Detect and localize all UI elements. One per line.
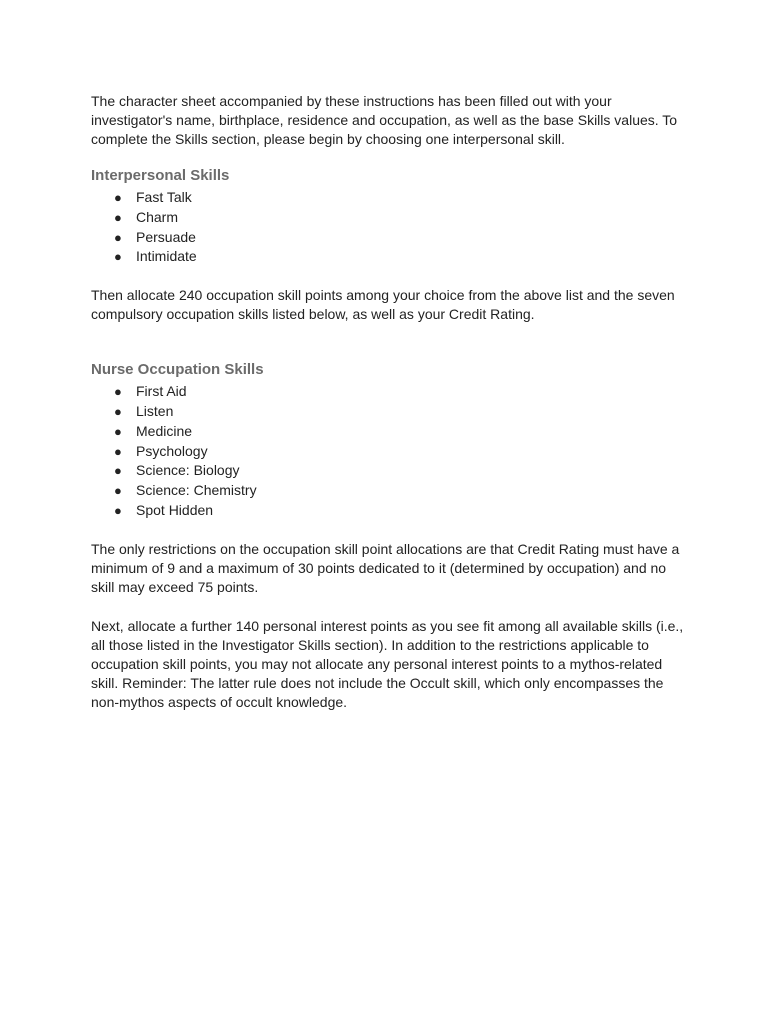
list-item: ● Fast Talk [114, 188, 691, 208]
list-item: ● Listen [114, 402, 691, 422]
list-item: ● Persuade [114, 228, 691, 248]
bullet-icon: ● [114, 209, 122, 225]
bullet-icon: ● [114, 463, 122, 479]
list-item: ● Science: Biology [114, 461, 691, 481]
list-item: ● First Aid [114, 382, 691, 402]
list-item: ● Psychology [114, 442, 691, 462]
occupation-skills-list [91, 382, 691, 521]
bullet-icon: ● [114, 249, 122, 265]
list-item: ● Medicine [114, 422, 691, 442]
interpersonal-skills-heading: Interpersonal Skills [91, 167, 230, 184]
bullet-icon: ● [114, 483, 122, 499]
personal-interest-paragraph: Next, allocate a further 140 personal interest points as you see fit among all available skills (i.e., all those listed in the Investigator Skills section). In addition to the restrictions applicable to occupation skill points, you may not allocate any personal interest points to a mythos-related skill. Reminder: The latter rule does not include the Occult skill, which only encompasses the non-mythos aspects of occult knowledge. [91, 617, 684, 710]
bullet-icon: ● [114, 229, 122, 245]
list-item: ● Intimidate [114, 247, 691, 267]
interpersonal-skills-list [91, 188, 691, 267]
document-page [91, 92, 691, 712]
intro-paragraph: The character sheet accompanied by these instructions has been filled out with your investigator's name, birthplace, residence and occupation, as well as the base Skills values. To complete the Skills section, please begin by choosing one interpersonal skill. [91, 93, 678, 147]
list-item: ● Science: Chemistry [114, 481, 691, 501]
restrictions-paragraph: The only restrictions on the occupation skill point allocations are that Credit Rating must have a minimum of 9 and a maximum of 30 points dedicated to it (determined by occupation) and no skill may exceed 75 points. [91, 540, 680, 595]
bullet-icon: ● [114, 403, 122, 419]
list-item: ● Spot Hidden [114, 501, 691, 521]
bullet-icon: ● [114, 384, 122, 400]
nurse-occupation-skills-heading: Nurse Occupation Skills [91, 361, 264, 379]
bullet-icon: ● [114, 502, 122, 518]
allocation-paragraph: Then allocate 240 occupation skill points among your choice from the above list and the seven compulsory occupation skills listed below, as well as your Credit Rating. [91, 287, 675, 323]
bullet-icon: ● [114, 443, 122, 459]
bullet-icon: ● [114, 190, 122, 205]
bullet-icon: ● [114, 423, 122, 439]
list-item: ● Charm [114, 208, 691, 228]
